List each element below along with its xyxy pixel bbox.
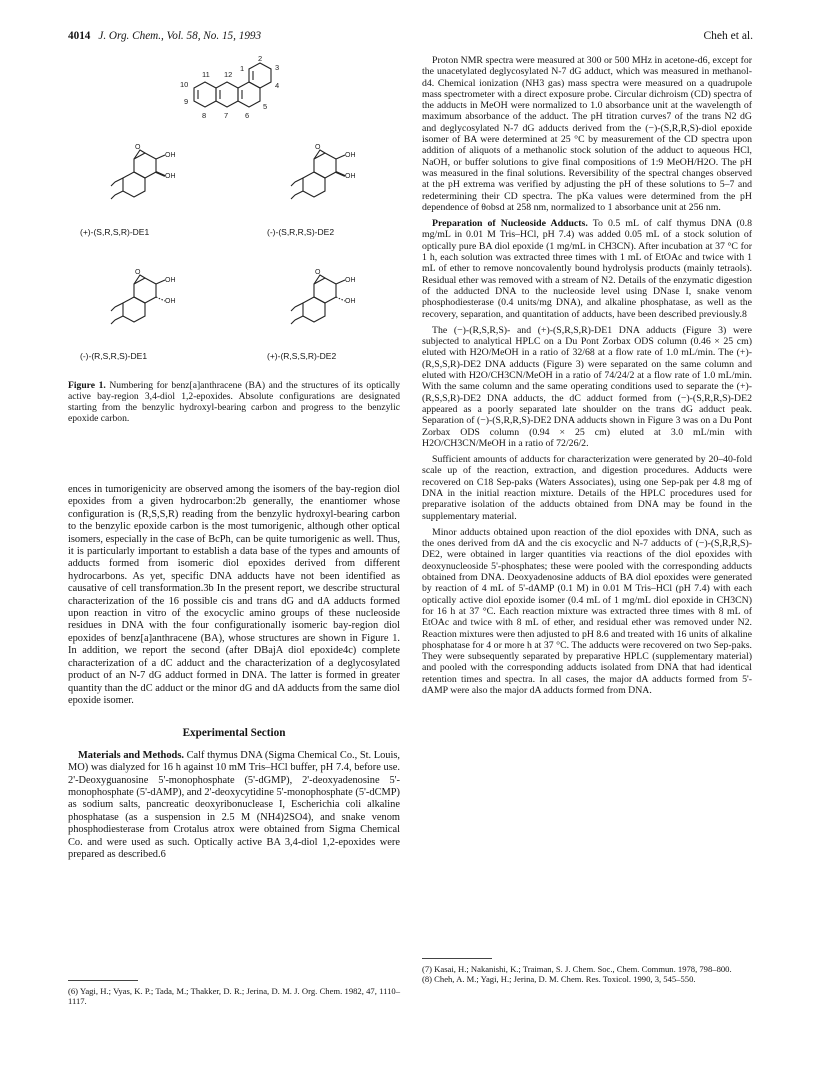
ba-locant-1: 1 [240,64,245,73]
label-de2-minus: (-)-(S,R,R,S)-DE2 [267,227,335,237]
footnote-rule-left [68,980,138,981]
paragraph-tumorigenicity: ences in tumorigenicity are observed among the isomers of the bay-region diol epoxides from a given hydrocarbon:2b generally, the enantiomer whose configuration is (R,S,S,R) reading from the benzylic hydroxyl-bearing carbon to the benzylic epoxide carbon is the most tumorigenic, although other optical isomers, especially in the case of BcPh, can be quite tumorigenic as well. Thus, it is particularly important to establish a data base of the types and amounts of adducts formed from isomeric diol epoxides derived from different hydrocarbons. As yet, specific DNA adducts have not been identified as causative of cell transformation.3b In the present report, we describe structural characterization of the 16 possible cis and trans dG and dA adducts formed upon reaction in vitro of the exocyclic amino groups of these nucleoside residues in DNA with the four configurationally isomeric bay-region diol epoxides of benz[a]anthracene (BA), whose structures are shown in Figure 1. In addition, we report the second (after DBajA diol epoxide4c) complete characterization of a dC adduct and the characterization of a deglycosylated product of an N-7 dG adduct formed in DNA. The latter is formed in greater quantity than the dC adduct or the minor dG and dA adducts from the same diol epoxide isomer. [68,484,400,706]
page-number: 4014 [68,30,91,42]
svg-text:OH: OH [345,277,356,284]
figure-1-structures [68,55,400,375]
svg-text:O: O [315,144,321,151]
paragraph-preparation [422,218,752,320]
svg-text:O: O [135,269,141,276]
caption-text: Numbering for benz[a]anthracene (BA) and the structures of its optically active bay-region 3,4-diol 1,2-epoxides. Absolute configurations are designated starting from the benzylic hydroxyl-bearing carbon and progress to the benzylic epoxide carbon. [68,380,400,425]
label-de1-plus: (+)-(S,R,S,R)-DE1 [80,227,150,237]
journal-name: J. Org. Chem., Vol. 58, No. 15, 1993 [98,30,262,42]
paragraph-nmr: Proton NMR spectra were measured at 300 or 500 MHz in acetone-d6, except for the unacetylated deglycosylated N-7 dG adduct, which was measured in methanol-d4. Chemical ionization (NH3 gas) mass spectra were measured on a quadrupole mass spectrometer with a direct exposure probe. Circular dichroism (CD) spectra of the adducts in MeOH were normalized to 1.0 absorbance unit at the wavelength of maximum absorbance of the adduct. The pH titration curves7 of the trans N2 dG and deglycosylated N-7 dG adducts derived from the (−)-(S,R,R,S)-diol epoxide isomer of BA were determined at 25 °C by measurement of the CD spectra upon addition of aliquots of a methanolic stock solution of the adduct to aqueous HCl, NaOH, or buffer solutions to give final compositions of 1:9 MeOH/H2O. The pH was measured in the final solutions. Reversibility of the spectral changes observed at the pH extrema was verified by adjusting the pH of these solutions to 5–7 and redetermining their CD spectra. The pKa values were determined from the pH dependence of θobsd at 258 nm, normalized to 1 absorbance unit at 256 nm. [422,55,752,213]
ba-locant-11: 11 [202,70,210,79]
footnote-6: (6) Yagi, H.; Vyas, K. P.; Tada, M.; Thakker, D. R.; Jerina, D. M. J. Org. Chem. 1982, 47, 1110–1117. [68,986,400,1006]
paragraph-scale-up: Sufficient amounts of adducts for characterization were generated by 20–40-fold scale up of the reaction, extraction, and digestion procedures. Adducts were recovered on C18 Sep-paks (Waters Associates), using one Sep-pak per 4.8 mg of DNA in the initial reaction mixture. Details of the HPLC procedures used for preparative isolation of the adducts obtained from DNA may be found in the supplementary material. [422,454,752,522]
svg-text:O: O [315,269,321,276]
ba-locant-8: 8 [202,111,207,120]
footnote-8: (8) Cheh, A. M.; Yagi, H.; Jerina, D. M. Chem. Res. Toxicol. 1990, 3, 545–550. [422,974,696,984]
structure-de2-minus [291,144,356,199]
svg-text:OH: OH [165,298,176,305]
journal-citation [68,30,261,42]
ba-locant-6: 6 [245,111,250,120]
svg-text:OH: OH [165,152,176,159]
label-de1-minus: (-)-(R,S,R,S)-DE1 [80,351,148,361]
ba-locant-12: 12 [224,70,233,79]
left-column [68,484,400,866]
paragraph-hplc: The (−)-(R,S,R,S)- and (+)-(S,R,S,R)-DE1 DNA adducts (Figure 3) were subjected to analytical HPLC on a Du Pont Zorbax ODS column (0.46 × 25 cm) eluted with H2O/MeOH in a ratio of 32/68 at a flow rate of 1.0 mL/min. The (+)-(R,S,S,R)-DE2 DNA adducts (Figure 3) were separated on the same column and eluted with H2O/CH3CN/MeOH in a ratio of 74/24/2 at a flow rate of 1.0 mL/min. With the same column and the same operating conditions used to separate the (+)-(R,S,S,R)-DE2 DNA adducts, the dC adduct formed from (−)-(S,R,R,S)-DE2 appeared as a poorly separated late shoulder on the trans dG adduct peak. Separation of (−)-(S,R,R,S)-DE2 DNA adducts shown in Figure 3 was on a Du Pont Zorbax ODS column (0.94 × 25 cm) eluted at 3.0 mL/min with H2O/CH3CN/MeOH in a ratio of 72/26/2. [422,324,752,449]
structure-de2-plus [291,269,356,324]
running-header [68,30,753,46]
svg-text:O: O [135,144,141,151]
footnotes-right [422,964,752,984]
materials-heading: Materials and Methods. [78,749,184,761]
footnote-7: (7) Kasai, H.; Nakanishi, K.; Traiman, S. J. Chem. Soc., Chem. Commun. 1978, 798–800. [422,964,732,974]
svg-text:OH: OH [345,173,356,180]
svg-text:OH: OH [165,173,176,180]
svg-text:OH: OH [345,152,356,159]
right-column [422,55,752,701]
ba-locant-3: 3 [275,63,280,72]
figure-1-caption [68,380,400,424]
paragraph-materials [68,750,400,862]
ba-locant-5: 5 [263,102,268,111]
footnote-rule-right [422,958,492,959]
ba-locant-10: 10 [180,80,189,89]
author-line: Cheh et al. [703,30,753,42]
structure-de1-minus [111,269,176,324]
ba-locant-4: 4 [275,81,280,90]
ba-locant-7: 7 [224,111,229,120]
structure-de1-plus [111,144,176,199]
materials-text: Calf thymus DNA (Sigma Chemical Co., St. Louis, MO) was dialyzed for 16 h against 10 mM Tris–HCl buffer, pH 7.4, before use. 2'-Deoxyguanosine 5'-monophosphate (5'-dGMP), 2'-deoxyadenosine 5'-monophosphate (5'-dAMP), and 2'-deoxycytidine 5'-monophosphate (5'-dCMP) as sodium salts, pancreatic deoxyribonuclease I, Escherichia coli alkaline phosphatase (as a suspension in 2.5 M (NH4)2SO4), and snake venom phosphodiesterase from Crotalus atrox were obtained from Sigma Chemical Co. and were used as such. Optically active BA 3,4-diol 1,2-epoxides were prepared as described.6 [68,749,401,860]
label-de2-plus: (+)-(R,S,S,R)-DE2 [267,351,337,361]
ba-locant-2: 2 [258,55,263,63]
svg-text:OH: OH [345,298,356,305]
preparation-text: To 0.5 mL of calf thymus DNA (0.8 mg/mL in 0.01 M Tris–HCl, pH 7.4) was added 0.05 mL of a stock solution of optically pure BA diol epoxide (1 mg/mL in CH3CN). After incubation at 37 °C for 1 h, each solution was extracted three times with 1 mL of EtOAc and twice with 1 mL of ether to remove noncovalently bound hydrolysis products (mainly tetraols). Residual ether was removed with a stream of N2. Details of the enzymatic digestion of the adducted DNA to the nucleoside level using DNase I, snake venom phosphodiesterase (0.4 units/mg DNA), and alkaline phosphatase, as well as the recovery, separation, and quantitation of adducts, have been described previously.8 [422,218,752,320]
svg-text:OH: OH [165,277,176,284]
caption-label: Figure 1. [68,380,106,391]
ba-locant-9: 9 [184,97,189,106]
preparation-heading: Preparation of Nucleoside Adducts. [432,218,588,230]
section-heading-experimental: Experimental Section [182,727,286,740]
paragraph-minor-adducts: Minor adducts obtained upon reaction of the diol epoxides with DNA, such as the ones derived from dA and the cis exocyclic and N-7 adducts of (−)-(S,R,R,S)-DE2, were obtained in larger quantities via reactions of the diol epoxides with deoxynucleoside 5'-phosphates; these were pooled with the corresponding adducts obtained from DNA. Deoxyadenosine adducts of BA diol epoxides were generated by reaction of 4 mL of 5'-dAMP (0.1 M) in 0.01 M Tris–HCl (pH 7.4) with each optically active diol epoxide isomer (0.4 mL of 1 mg/mL diol epoxide in CH3CN) for 16 h at 37 °C. Each reaction mixture was extracted three times with 8 mL of EtOAc and twice with 8 mL of ether, and residual ether was removed under N2. Reaction mixtures were then adjusted to pH 8.6 and treated with 16 units of alkaline phosphatase for 4 or more h at 37 °C. The adducts were recovered on two Sep-paks. They were subsequently separated by preparative HPLC (supplementary material) and pooled with the corresponding adducts isolated from DNA that had identical retention times and spectra. In all cases, the major dA adducts formed from 5'-dAMP were also the major dA adducts formed from DNA. [422,526,753,697]
